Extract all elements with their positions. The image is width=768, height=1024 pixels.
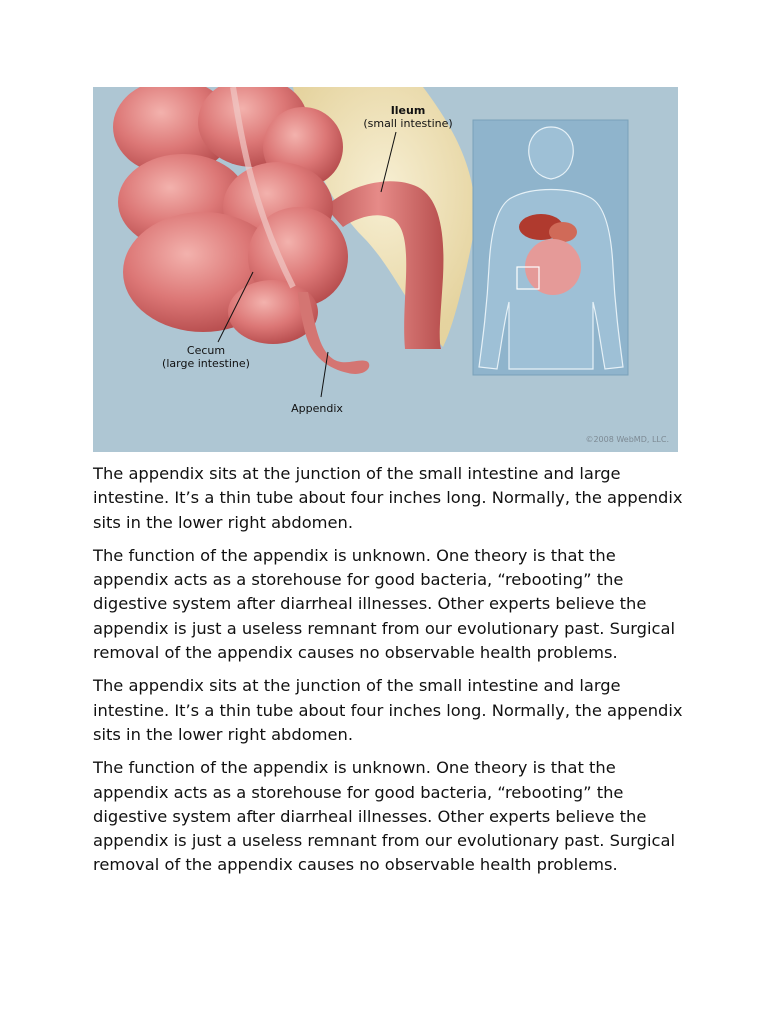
appendix-label: Appendix (291, 402, 343, 415)
cecum-sublabel: (large intestine) (162, 357, 250, 370)
document-body (93, 462, 693, 887)
cecum-label: Cecum (186, 344, 226, 357)
cecum-colon (113, 87, 348, 344)
paragraph: The function of the appendix is unknown. One theory is that the appendix acts as a storehouse for good bacteria, “rebooting” the digestive system after diarrheal illnesses. Other experts believe the appendix is just a useless remnant from our evolutionary past. Surgical removal of the appendix causes no observable health problems. (93, 758, 675, 875)
copyright-credit: ©2008 WebMD, LLC. (585, 435, 669, 444)
paragraph: The appendix sits at the junction of the small intestine and large intestine. It’s a thin tube about four inches long. Normally, the appendix sits in the lower right abdomen. (93, 676, 683, 744)
anatomy-illustration (93, 87, 678, 452)
ileum-label: Ileum (390, 104, 426, 117)
ileum-sublabel: (small intestine) (363, 117, 453, 130)
body-inset (473, 120, 628, 375)
paragraph: The appendix sits at the junction of the small intestine and large intestine. It’s a thin tube about four inches long. Normally, the appendix sits in the lower right abdomen. (93, 464, 683, 532)
paragraph: The function of the appendix is unknown. One theory is that the appendix acts as a storehouse for good bacteria, “rebooting” the digestive system after diarrheal illnesses. Other experts believe the appendix is just a useless remnant from our evolutionary past. Surgical removal of the appendix causes no observable health problems. (93, 545, 675, 663)
